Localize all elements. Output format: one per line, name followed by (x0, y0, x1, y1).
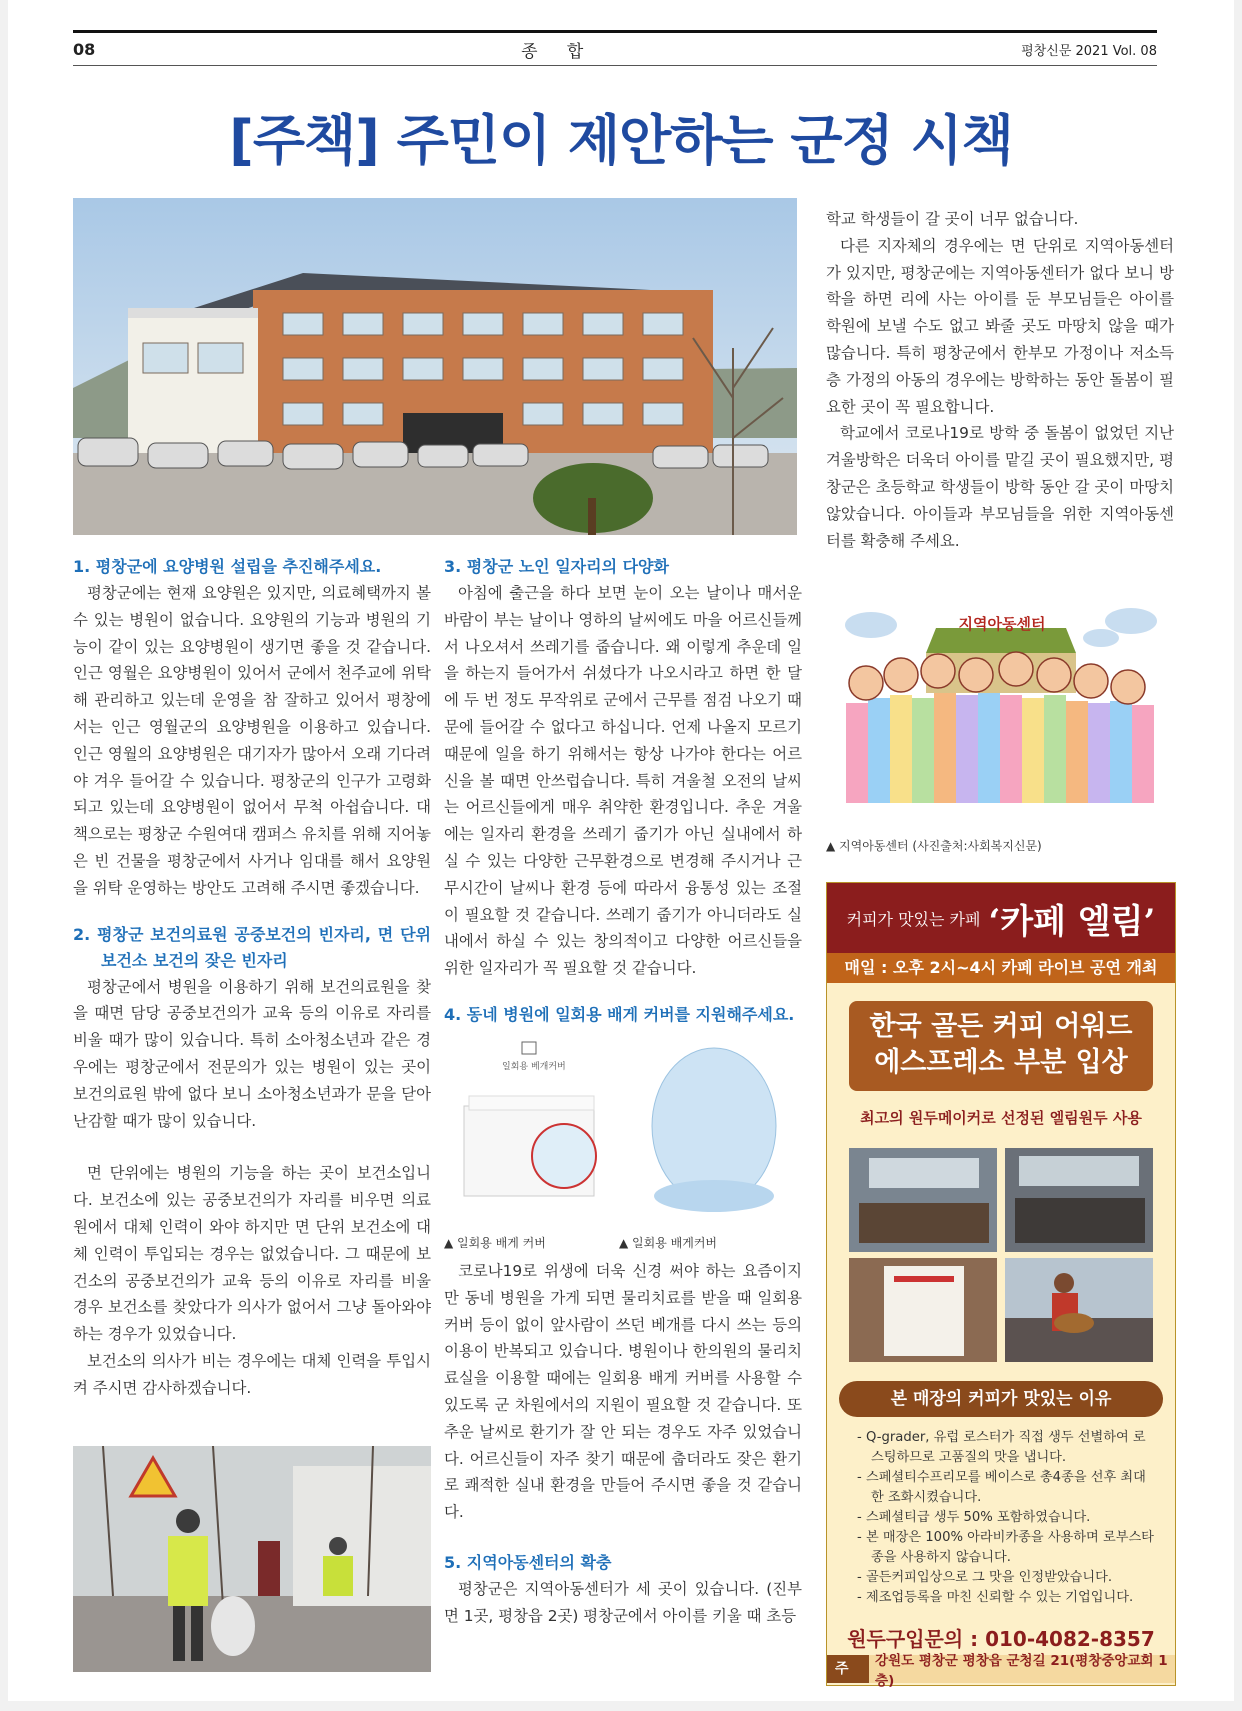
ad-reasons-list (857, 1428, 1157, 1608)
ad-award-box (849, 1001, 1153, 1091)
ad-reason-item: - 골든커피입상으로 그 맛을 인정받았습니다. (857, 1570, 1113, 1585)
page-number: 08 (73, 39, 96, 59)
section-heading-4: 4. 동네 병원에 일회용 배게 커버를 지원해주세요. (444, 1004, 795, 1024)
paragraph-9: 다른 지자체의 경우에는 면 단위로 지역아동센터가 있지만, 평창군에는 지역아동센터가 없다 보니 방학을 하면 리에 사는 아이를 둔 부모님들은 아이를 학원에 보낼 수도 없고 봐줄 곳도 마땅치 않을 때가 많습니다. 특히 평창군에서 한부모 가정이나 저소득층 가정의 아동의 경우에는 방학하는 동안 돌봄이 필요한 곳이 꼭 필요합니다. (826, 236, 1174, 416)
paragraph-3: 면 단위에는 병원의 기능을 하는 곳이 보건소입니다. 보건소에 있는 공중보건의가 자리를 비우면 의료원에서 대체 인력이 와야 하지만 면 단위 보건소에 대체 인력이 투입되는 경우는 없었습니다. 그 때문에 보건소의 공중보건의가 교육 등의 이유로 자리를 비울 경우 보건소를 찾았다가 의사가 없어서 그냥 돌아와야 하는 경우가 있었습니다. (73, 1164, 431, 1344)
ad-reasons-title: 본 매장의 커피가 맛있는 이유 (839, 1381, 1163, 1417)
section-heading-2: 2. 평창군 보건의료원 공중보건의 빈자리, 면 단위 보건소 보건의 잦은 빈자리 (73, 924, 431, 970)
street-cleaning-photo (73, 1446, 431, 1672)
section-name: 종 합 (521, 41, 596, 62)
newspaper-page (8, 0, 1234, 1705)
cafe-elim-advertisement (826, 882, 1176, 1705)
caption-childrens-center: ▲ 지역아동센터 (사진출처:사회복지신문) (826, 839, 1042, 853)
section-heading-5: 5. 지역아동센터의 확충 (444, 1552, 612, 1572)
county-office-photo (73, 198, 797, 535)
caption-pillow-b: ▲ 일회용 배게커버 (619, 1235, 718, 1250)
ad-photo-grid (849, 1148, 1153, 1362)
paragraph-10: 학교에서 코로나19로 방학 중 돌봄이 없었던 지난 겨울방학은 더욱더 아이를 맡길 곳이 필요했지만, 평창군은 초등학교 학생들이 방학 동안 갈 곳이 마땅치 않았습니다. 아이들과 부모님들을 위한 지역아동센터를 확충해 주세요. (826, 424, 1174, 550)
paragraph-1: 평창군에는 현재 요양원은 있지만, 의료혜택까지 볼 수 있는 병원이 없습니다. 요양원의 기능과 병원의 기능이 같이 있는 요양병원이 생기면 좋을 것 같습니다. 인근 영월은 요양병원이 있어서 군에서 천주교에 위탁해 관리하고 있는데 운영을 참 잘하고 있어서 평창에서는 인근 영월군의 요양병원을 이용하고 있습니다. 인근 영월의 요양병원은 대기자가 많아서 오래 기다려야 겨우 들어갈 수 있습니다. 평창군의 인구가 고령화되고 있는데 요양병원이 없어서 무척 아쉽습니다. 대책으로는 평창군 수원여대 캠퍼스 유치를 위해 지어놓은 빈 건물을 평창군에서 사거나 임대를 해서 요양원을 위탁 운영하는 방안도 고려해 주시면 좋겠습니다. (73, 584, 431, 897)
paragraph-6: 코로나19로 위생에 더욱 신경 써야 하는 요즘이지만 동네 병원을 가게 되면 물리치료를 받을 때 일회용 커버 등이 없이 앞사람이 쓰던 베개를 다시 쓰는 등의 이용이 반복되고 있습니다. 병원이나 한의원의 물리치료실을 이용할 때에는 일회용 배게 커버를 사용할 수 있도록 군 차원에서의 지원이 필요할 것 같습니다. 또 추운 날씨로 환기가 잘 안 되는 경우도 자주 있었습니다. 어르신들이 자주 찾기 때문에 춥더라도 잦은 환기로 쾌적한 실내 환경을 만들어 주시면 좋을 것 같습니다. (444, 1261, 802, 1522)
column-3 (826, 206, 1174, 554)
pillow-cover-photos (444, 1028, 802, 1258)
ad-top-banner (827, 883, 1175, 953)
section-heading-3: 3. 평창군 노인 일자리의 다양화 (444, 557, 669, 576)
ad-cafe-name: ‘카페 엘림’ (988, 901, 1156, 942)
ad-award-line-1: 한국 골든 커피 어워드 (869, 1011, 1133, 1042)
ad-address: 강원도 평창군 평창읍 군청길 21(평창중앙교회 1층) (875, 1653, 1168, 1689)
paragraph-4: 보건소의 의사가 비는 경우에는 대체 인력을 투입시켜 주시면 감사하겠습니다. (73, 1351, 431, 1397)
ad-subtitle: 최고의 원두메이커로 선정된 엘림원두 사용 (860, 1109, 1142, 1127)
ad-reason-item: - Q-grader, 유럽 로스터가 직접 생두 선별하여 로스팅하므로 고품질의 맛을 냅니다. (857, 1430, 1146, 1465)
paragraph-5: 아침에 출근을 하다 보면 눈이 오는 날이나 매서운 바람이 부는 날이나 영하의 날씨에도 마을 어르신들께서 나오셔서 쓰레기를 줍습니다. 왜 이렇게 추운데 일을 하는지 들어가서 쉬셨다가 나오시라고 하면 한 달에 두 번 정도 무작위로 군에서 근무를 점검 나오기 때문에 들어갈 수 없다고 하십니다. 언제 나올지 모르기 때문에 일을 하기 위해서는 항상 나가야 한다는 어르신을 볼 때면 안쓰럽습니다. 특히 겨울철 오전의 날씨는 어르신들에게 매우 취약한 환경입니다. 추운 겨울에는 일자리 환경을 쓰레기 줍기가 아닌 실내에서 하실 수 있는 다양한 근무환경으로 변경해 주시거나 근무시간이 날씨나 환경 등에 따라서 융통성 있는 조절이 필요할 것 같습니다. 쓰레기 줍기가 아니더라도 실내에서 하실 수 있는 창의적이고 다양한 어르신들을 위한 일자리가 꼭 필요할 것 같습니다. (444, 584, 802, 978)
ad-reason-item: - 스페셜티수프리모를 베이스로 총4종을 선후 최대한 조화시켰습니다. (857, 1470, 1146, 1505)
ad-reason-item: - 스페셜티급 생두 50% 포함하였습니다. (857, 1510, 1091, 1525)
ad-reason-item: - 본 매장은 100% 아라비카종을 사용하며 로부스타종을 사용하지 않습니다. (857, 1530, 1154, 1565)
ad-award-line-2: 에스프레소 부분 입상 (874, 1047, 1128, 1078)
paragraph-8: 학교 학생들이 갈 곳이 너무 없습니다. (826, 210, 1079, 228)
page-title: [주책] 주민이 제안하는 군정 시책 (229, 109, 1013, 172)
paragraph-2: 평창군에서 병원을 이용하기 위해 보건의료원을 찾을 때면 담당 공중보건의가 교육 등의 이유로 자리를 비울 때가 많이 있습니다. 특히 소아청소년과 같은 경우에는 평창군에서 전문의가 있는 병원이 있는 곳이 보건의료원 밖에 없다 보니 소아청소년과가 문을 닫아 난감할 때가 많이 있습니다. (73, 977, 431, 1130)
section-heading-1: 1. 평창군에 요양병원 설립을 추진해주세요. (73, 557, 382, 576)
column-2 (444, 554, 802, 1630)
ad-address-bar (827, 1653, 1175, 1705)
product-label: 일회용 베개커버 (502, 1061, 566, 1072)
page-header (73, 30, 1157, 66)
ad-reason-item: - 제조업등록을 마친 신뢰할 수 있는 기업입니다. (857, 1590, 1134, 1605)
childrens-center-illustration (826, 583, 1174, 823)
illustration-sign: 지역아동센터 (958, 615, 1046, 633)
edition-label: 평창신문 2021 Vol. 08 (1021, 43, 1157, 59)
ad-address-label: 주소 (827, 1655, 869, 1683)
ad-live-banner: 매일 : 오후 2시~4시 카페 라이브 공연 개최 (827, 953, 1175, 983)
ad-phone: 원두구입문의 : 010-4082-8357 (847, 1627, 1155, 1651)
caption-pillow-a: ▲ 일회용 배게 커버 (444, 1235, 546, 1250)
ad-tagline: 커피가 맛있는 카페 (846, 909, 981, 929)
paragraph-7: 평창군은 지역아동센터가 세 곳이 있습니다. (진부면 1곳, 평창읍 2곳) 평창군에서 아이를 키울 때 초등 (444, 1579, 802, 1625)
column-1 (73, 554, 431, 1402)
